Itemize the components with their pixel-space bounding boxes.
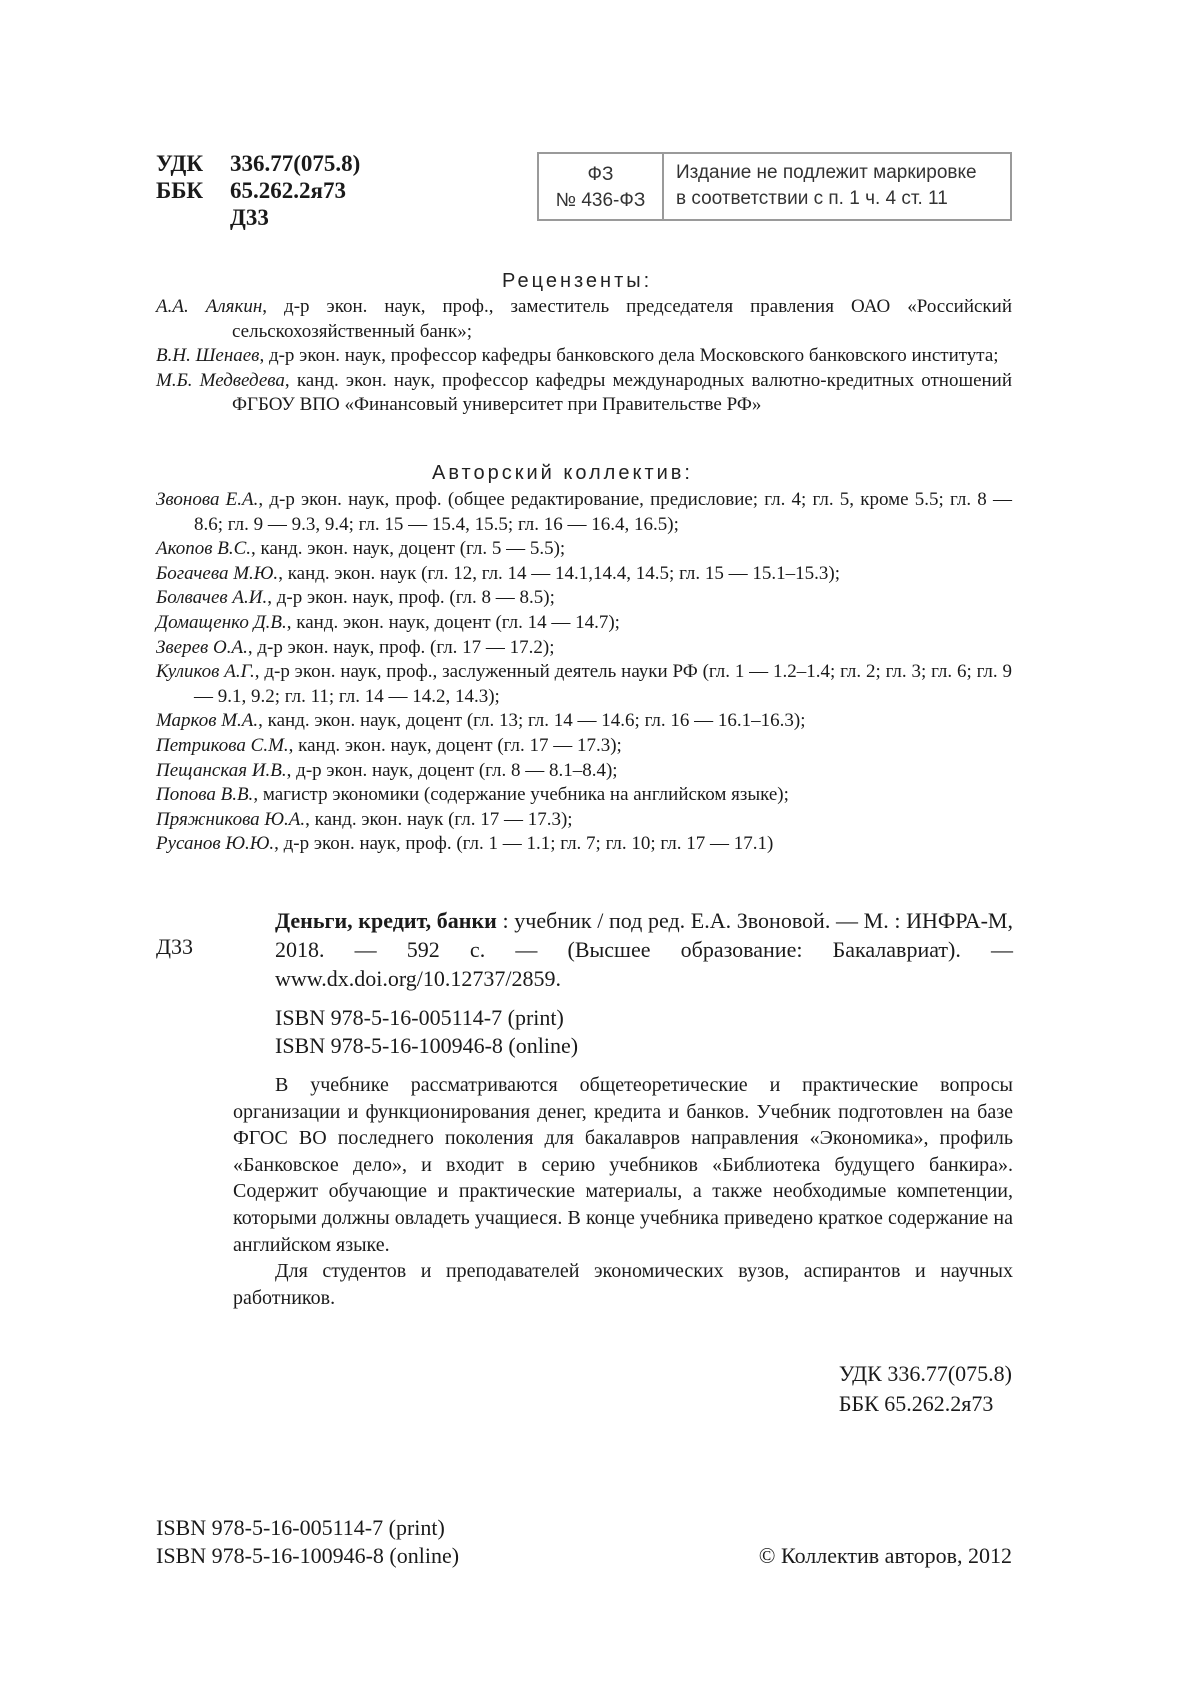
marking-law-cell [539, 154, 664, 219]
marking-law-number: № 436-ФЗ [555, 189, 646, 211]
author-details: , канд. экон. наук, доцент (гл. 13; гл. 14 — 14.6; гл. 16 — 16.1–16.3); [258, 710, 806, 732]
author-name: Пещанская И.В. [156, 759, 287, 781]
author-name: Марков М.А. [156, 710, 259, 732]
bibliographic-record [233, 906, 1013, 993]
author-details: , канд. экон. наук (гл. 17 — 17.3); [305, 808, 573, 830]
code-value: Д33 [230, 205, 269, 230]
marking-notice-box [537, 152, 1012, 221]
bibliographic-author-sign: Д33 [156, 934, 194, 959]
reviewer-entry [156, 369, 1012, 418]
code-key: УДК [156, 151, 204, 176]
author-details: , д-р экон. наук, проф. (гл. 17 — 17.2); [247, 636, 555, 658]
footer-isbn-online: ISBN 978-5-16-100946-8 (online) [156, 1543, 460, 1568]
isbn-print: ISBN 978-5-16-005114-7 (print) [275, 1005, 564, 1030]
reviewers-list [156, 295, 1012, 418]
author-entry [156, 488, 1012, 537]
marking-text-cell [664, 154, 977, 219]
author-name: Богачева М.Ю. [156, 562, 279, 584]
author-details: , канд. экон. наук, доцент (гл. 5 — 5.5); [251, 538, 566, 560]
marking-law-label: ФЗ [587, 163, 614, 185]
author-name: Попова В.В. [156, 784, 254, 806]
code-value: 65.262.2я73 [230, 178, 346, 203]
author-name: Болвачев А.И. [156, 587, 268, 609]
author-name: Домащенко Д.В. [156, 611, 287, 633]
bbk-code: ББК 65.262.2я73 [838, 1391, 994, 1416]
annotation-paragraph: Для студентов и преподавателей экономических вузов, аспирантов и научных работников. [233, 1260, 1013, 1309]
author-name: Акопов В.С. [156, 538, 252, 560]
udk-code: УДК 336.77(075.8) [838, 1361, 1012, 1386]
authors-list [156, 488, 1012, 857]
author-entry [156, 759, 1012, 784]
author-details: , д-р экон. наук, доцент (гл. 8 — 8.1–8.4); [286, 759, 618, 781]
author-entry [156, 709, 1012, 734]
code-key: ББК [156, 178, 204, 203]
reviewer-details: , д-р экон. наук, профессор кафедры банковского дела Московского банковского института; [259, 345, 999, 367]
author-entry [156, 832, 1012, 857]
code-value: 336.77(075.8) [230, 151, 361, 176]
author-entry [156, 562, 1012, 587]
classification-codes [156, 150, 360, 231]
author-entry [156, 636, 1012, 661]
code-key [156, 204, 230, 231]
copyright-notice: © Коллектив авторов, 2012 [758, 1543, 1012, 1568]
isbn-online: ISBN 978-5-16-100946-8 (online) [275, 1033, 579, 1058]
author-details: , магистр экономики (содержание учебника на английском языке); [253, 784, 789, 806]
author-entry [156, 808, 1012, 833]
author-name: Петрикова С.М. [156, 734, 289, 756]
reviewer-name: А.А. Алякин [156, 296, 263, 317]
author-details: , канд. экон. наук, доцент (гл. 17 — 17.3); [288, 734, 622, 756]
author-entry [156, 783, 1012, 808]
reviewer-entry [156, 295, 1012, 344]
author-entry [156, 734, 1012, 759]
reviewer-details: , канд. экон. наук, профессор кафедры международных валютно-кредитных отношений ФГБОУ ВПО «Финансовый университет при Правительстве РФ» [232, 369, 1013, 416]
authors-heading: Авторский коллектив: [432, 462, 693, 484]
reviewer-entry [156, 344, 1012, 369]
annotation [233, 1072, 1013, 1311]
author-name: Зверев О.А. [156, 636, 248, 658]
reviewer-name: В.Н. Шенаев [156, 345, 260, 367]
author-details: , д-р экон. наук, проф. (общее редактирование, предисловие; гл. 4; гл. 5, кроме 5.5; гл. 8 — 8.6; гл. 9 — 9.3, 9.4; гл. 15 — 15.4, 15.5; гл. 16 — 16.4, 16.5); [194, 489, 1012, 535]
author-details: , канд. экон. наук (гл. 12, гл. 14 — 14.1,14.4, 14.5; гл. 15 — 15.1–15.3); [278, 562, 840, 584]
author-name: Русанов Ю.Ю. [156, 833, 275, 855]
classification-summary [839, 1359, 1012, 1419]
author-entry [156, 660, 1012, 709]
reviewer-details: , д-р экон. наук, проф., заместитель председателя правления ОАО «Российский сельскохозяйственный банк»; [232, 296, 1012, 342]
code-row-author-sign [156, 204, 360, 231]
code-row-udk [156, 150, 360, 177]
reviewers-heading: Рецензенты: [502, 270, 653, 292]
bibliographic-details: : учебник / под ред. Е.А. Звоновой. — М. : ИНФРА-М, 2018. — 592 с. — (Высшее образование: Бакалавриат). — www.dx.doi.org/10.12737/2859. [275, 908, 1013, 991]
reviewer-name: М.Б. Медведева [156, 369, 285, 391]
author-details: , канд. экон. наук, доцент (гл. 14 — 14.7); [286, 611, 620, 633]
author-entry [156, 537, 1012, 562]
author-details: , д-р экон. наук, проф. (гл. 8 — 8.5); [267, 587, 555, 609]
author-name: Пряжникова Ю.А. [156, 808, 306, 830]
annotation-paragraph: В учебнике рассматриваются общетеоретические и практические вопросы организации и функционирования денег, кредита и банков. Учебник подготовлен на базе ФГОС ВО последнего поколения для бакалавров направления «Экономика», профиль «Банковское дело», и входит в серию учебников «Библиотека будущего банкира». Содержит обучающие и практические материалы, а также необходимые компетенции, которыми должны овладеть учащиеся. В конце учебника приведено краткое содержание на английском языке. [233, 1074, 1013, 1256]
footer-isbn-print: ISBN 978-5-16-005114-7 (print) [156, 1515, 445, 1540]
author-name: Звонова Е.А. [156, 489, 259, 510]
footer-isbn-block [156, 1514, 459, 1570]
author-entry [156, 611, 1012, 636]
author-name: Куликов А.Г. [156, 661, 255, 683]
marking-text-line: в соответствии с п. 1 ч. 4 ст. 11 [676, 188, 948, 209]
author-entry [156, 586, 1012, 611]
marking-text-line: Издание не подлежит маркировке [676, 162, 977, 183]
code-row-bbk [156, 177, 360, 204]
book-title: Деньги, кредит, банки [275, 908, 497, 933]
author-details: , д-р экон. наук, проф., заслуженный деятель науки РФ (гл. 1 — 1.2–1.4; гл. 2; гл. 3; гл. 6; гл. 9 — 9.1, 9.2; гл. 11; гл. 14 — 14.2, 14.3); [194, 661, 1012, 707]
author-details: , д-р экон. наук, проф. (гл. 1 — 1.1; гл. 7; гл. 10; гл. 17 — 17.1) [274, 833, 774, 855]
bibliographic-description [233, 906, 1013, 993]
isbn-block [275, 1004, 578, 1060]
